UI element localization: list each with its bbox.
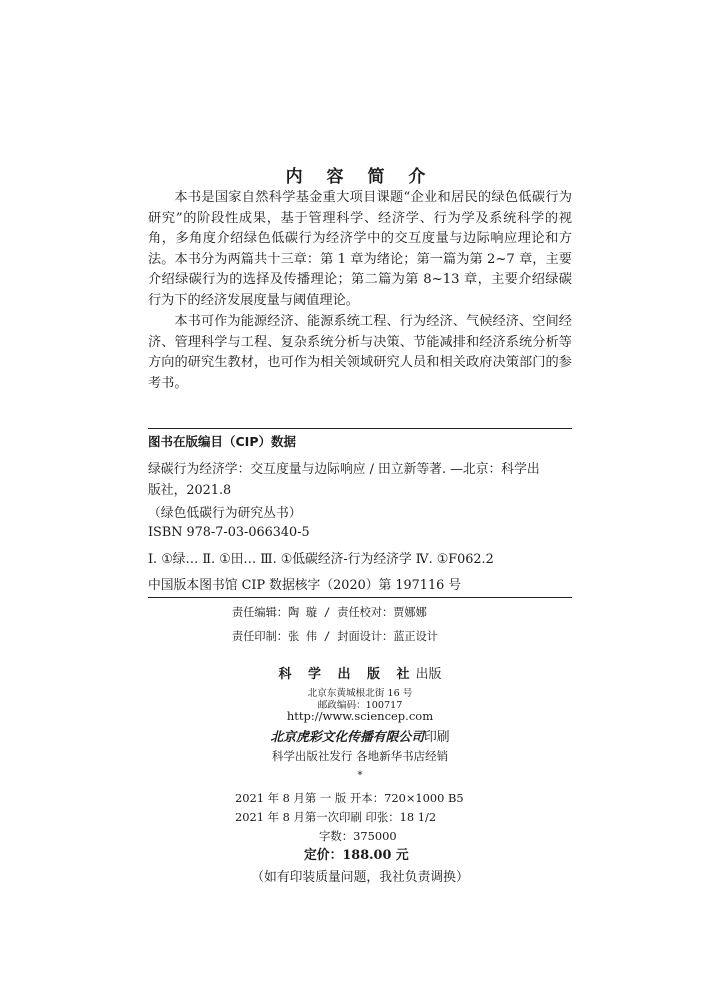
summary-paragraph-1: 本书是国家自然科学基金重大项目课题“企业和居民的绿色低碳行为研究”的阶段性成果，基于管理科学、经济学、行为学及系统科学的视角，多角度介绍绿色低碳行为经济学中的交互度量与边际响应理论和方法。本书分为两篇共十三章：第 1 章为绪论；第一篇为第 2~7 章，主要介绍绿碳行为的选择及传播理论；第二篇为第 8~13 章，主要介绍绿碳行为下的经济发展度量与阈值理论。 bbox=[148, 190, 572, 308]
summary-paragraph-2: 本书可作为能源经济、能源系统工程、行为经济、气候经济、空间经济、管理科学与工程、复杂系统分析与决策、节能减排和经济系统分析等方向的研究生教材，也可作为相关领域研究人员和相关政府决策部门的参考书。 bbox=[148, 314, 572, 391]
production-credits: 责任印制：张 伟 / 封面设计：蓝正设计 bbox=[232, 630, 438, 643]
publisher-name-text: 科 学 出 版 社 bbox=[278, 667, 416, 682]
quality-note: （如有印装质量问题，我社负责调换） bbox=[251, 870, 469, 885]
distribution-info: 科学出版社发行 各地新华书店经销 bbox=[271, 749, 449, 763]
cip-bottom-rule bbox=[148, 597, 572, 598]
editor-credits: 责任编辑：陶 璇 / 责任校对：贾娜娜 bbox=[232, 606, 427, 619]
printer-name-suffix: 印刷 bbox=[423, 730, 450, 745]
publisher-name bbox=[0, 663, 720, 682]
cip-line-series: （绿色低碳行为研究丛书） bbox=[148, 506, 302, 521]
edition-line-1: 2021 年 8 月第 一 版 开本：720×1000 B5 bbox=[235, 791, 464, 805]
cip-line-title: 绿碳行为经济学：交互度量与边际响应 / 田立新等著. —北京：科学出 bbox=[148, 462, 540, 477]
word-count: 字数：375000 bbox=[319, 829, 397, 843]
cip-heading: 图书在版编目（CIP）数据 bbox=[148, 434, 296, 449]
cip-top-rule bbox=[148, 428, 572, 429]
separator-star: * bbox=[357, 770, 363, 781]
cip-line-publisher: 版社，2021.8 bbox=[148, 483, 232, 498]
publisher-postcode: 邮政编码：100717 bbox=[317, 700, 403, 711]
cip-line-classification: Ⅰ. ①绿… Ⅱ. ①田… Ⅲ. ①低碳经济-行为经济学 Ⅳ. ①F062.2 bbox=[148, 552, 494, 567]
publisher-name-suffix: 出版 bbox=[415, 667, 442, 682]
publisher-url: http://www.sciencep.com bbox=[286, 709, 434, 723]
edition-line-2: 2021 年 8 月第一次印刷 印张：18 1/2 bbox=[235, 810, 437, 824]
printer-name bbox=[0, 726, 720, 745]
price: 定价：188.00 元 bbox=[304, 848, 409, 863]
cip-line-isbn: ISBN 978-7-03-066340-5 bbox=[148, 525, 310, 540]
cip-line-record-number: 中国版本图书馆 CIP 数据核字（2020）第 197116 号 bbox=[148, 578, 462, 593]
printer-name-text: 北京虎彩文化传播有限公司 bbox=[270, 730, 424, 745]
publisher-address: 北京东黄城根北街 16 号 bbox=[307, 688, 413, 699]
summary-title: 内 容 简 介 bbox=[285, 167, 435, 187]
